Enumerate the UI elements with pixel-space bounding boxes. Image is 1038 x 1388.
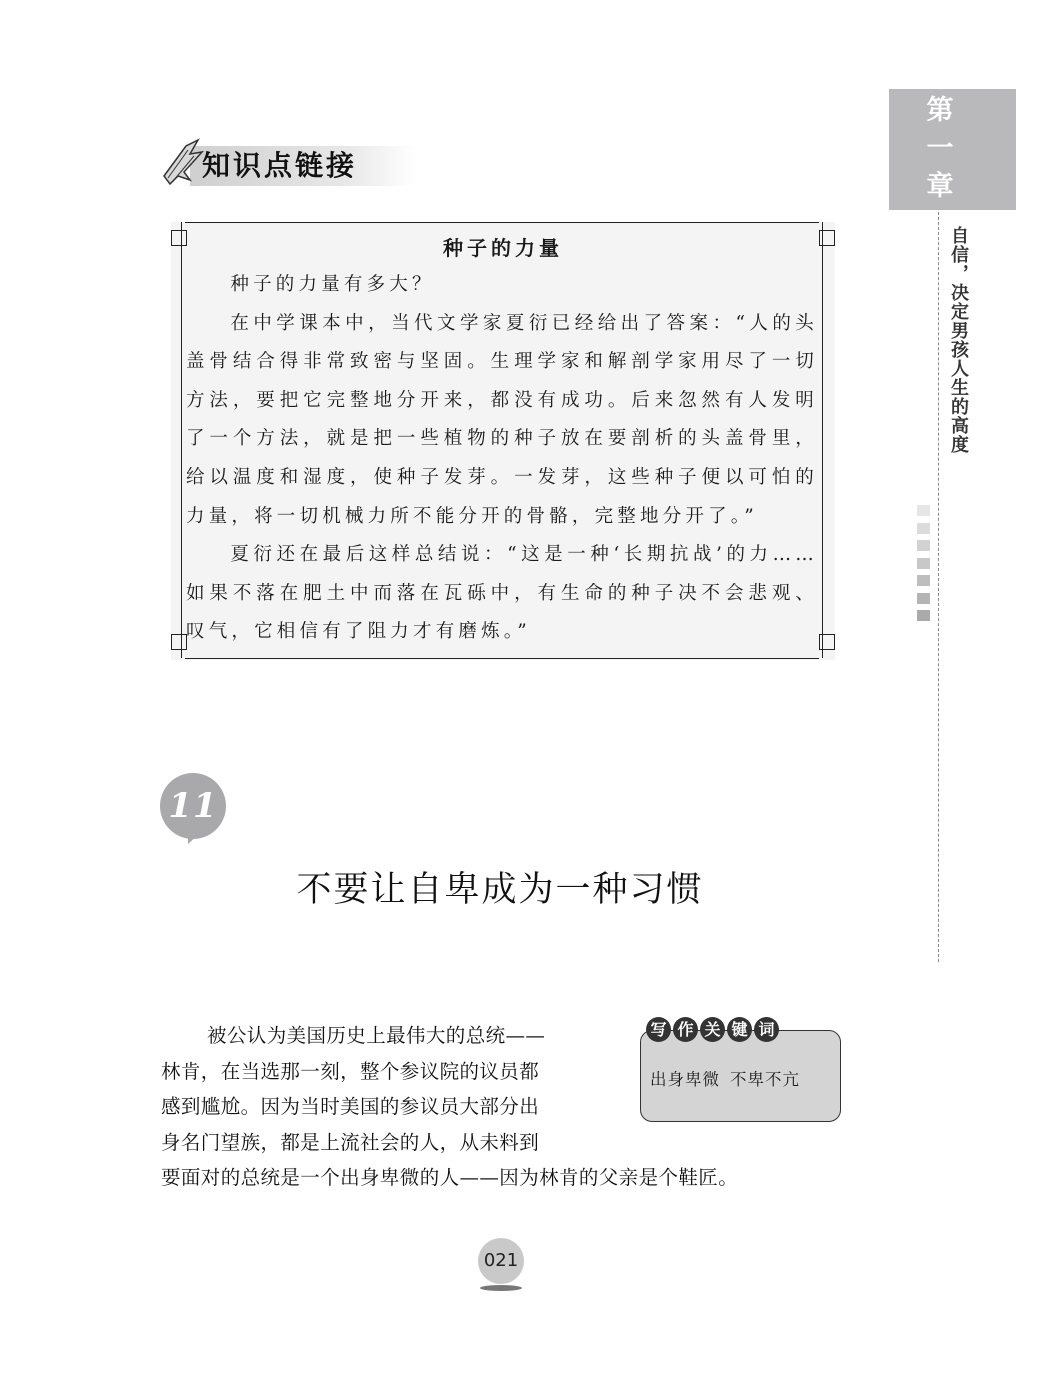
page-number-shadow [480, 1285, 522, 1291]
decor-block [917, 575, 930, 586]
keyword-label-char: 写 [646, 1017, 671, 1042]
body-line: 被公认为美国历史上最伟大的总统—— [207, 1024, 546, 1047]
article-body [161, 1018, 738, 1196]
margin-divider [938, 212, 939, 962]
keyword-label-char: 作 [673, 1017, 698, 1042]
decor-block [917, 505, 930, 516]
scroll-icon [160, 136, 204, 188]
keyword-label-char: 键 [727, 1017, 752, 1042]
chapter-subtitle: 自信，决定男孩人生的高度 [948, 226, 969, 454]
story-frame-bottom [185, 658, 819, 659]
section-header [160, 136, 420, 188]
chapter-tab-char: 章 [926, 171, 954, 202]
keyword-label-char: 关 [700, 1017, 725, 1042]
body-line: 要面对的总统是一个出身卑微的人——因为林肯的父亲是个鞋匠。 [161, 1166, 739, 1189]
margin-decoration [917, 505, 931, 628]
body-line: 林肯，在当选那一刻，整个参议院的议员都 [161, 1059, 540, 1083]
story-paragraph: 在中学课本中，当代文学家夏衍已经给出了答案：“人的头盖骨结合得非常致密与坚固。生理学家和解剖学家用尽了一切方法，要把它完整地分开来，都没有成功。后来忽然有人发明了一个方法，就是把一些植物的种子放在要剖析的头盖骨里，给以温度和湿度，使种子发芽。一发芽，这些种子便以可怕的力量，将一切机械力所不能分开的骨骼，完整地分开了。” [186, 312, 818, 527]
story-box [171, 222, 835, 660]
decor-block [917, 610, 930, 621]
article-number: 11 [168, 786, 218, 826]
corner-ornament [171, 634, 187, 650]
decor-block [917, 558, 930, 569]
body-line: 感到尴尬。因为当时美国的参议员大部分出 [161, 1095, 540, 1118]
body-line: 身名门望族，都是上流社会的人，从未料到 [161, 1130, 540, 1154]
chapter-tab-char: 第 [926, 95, 954, 126]
chapter-tab-char: 一 [926, 133, 954, 164]
page-number: 021 [478, 1238, 524, 1284]
decor-block [917, 593, 930, 604]
article-number-badge-tail [188, 826, 208, 844]
corner-ornament [819, 634, 835, 650]
story-body [186, 266, 818, 652]
article-title: 不要让自卑成为一种习惯 [296, 870, 704, 910]
story-frame-top [185, 222, 819, 223]
decor-block [917, 540, 930, 551]
story-title: 种子的力量 [443, 236, 563, 260]
section-header-title: 知识点链接 [202, 149, 358, 182]
story-paragraph: 夏衍还在最后这样总结说：“这是一种‘长期抗战’的力……如果不落在肥土中而落在瓦砾中，有生命的种子决不会悲观、叹气，它相信有了阻力才有磨炼。” [186, 544, 818, 643]
keyword-label-char: 词 [754, 1017, 779, 1042]
decor-block [917, 523, 930, 534]
keyword: 出身卑微 [650, 1070, 720, 1089]
chapter-tab-label [912, 92, 968, 206]
story-paragraph: 种子的力量有多大？ [230, 274, 435, 295]
keyword: 不卑不亢 [730, 1070, 800, 1089]
